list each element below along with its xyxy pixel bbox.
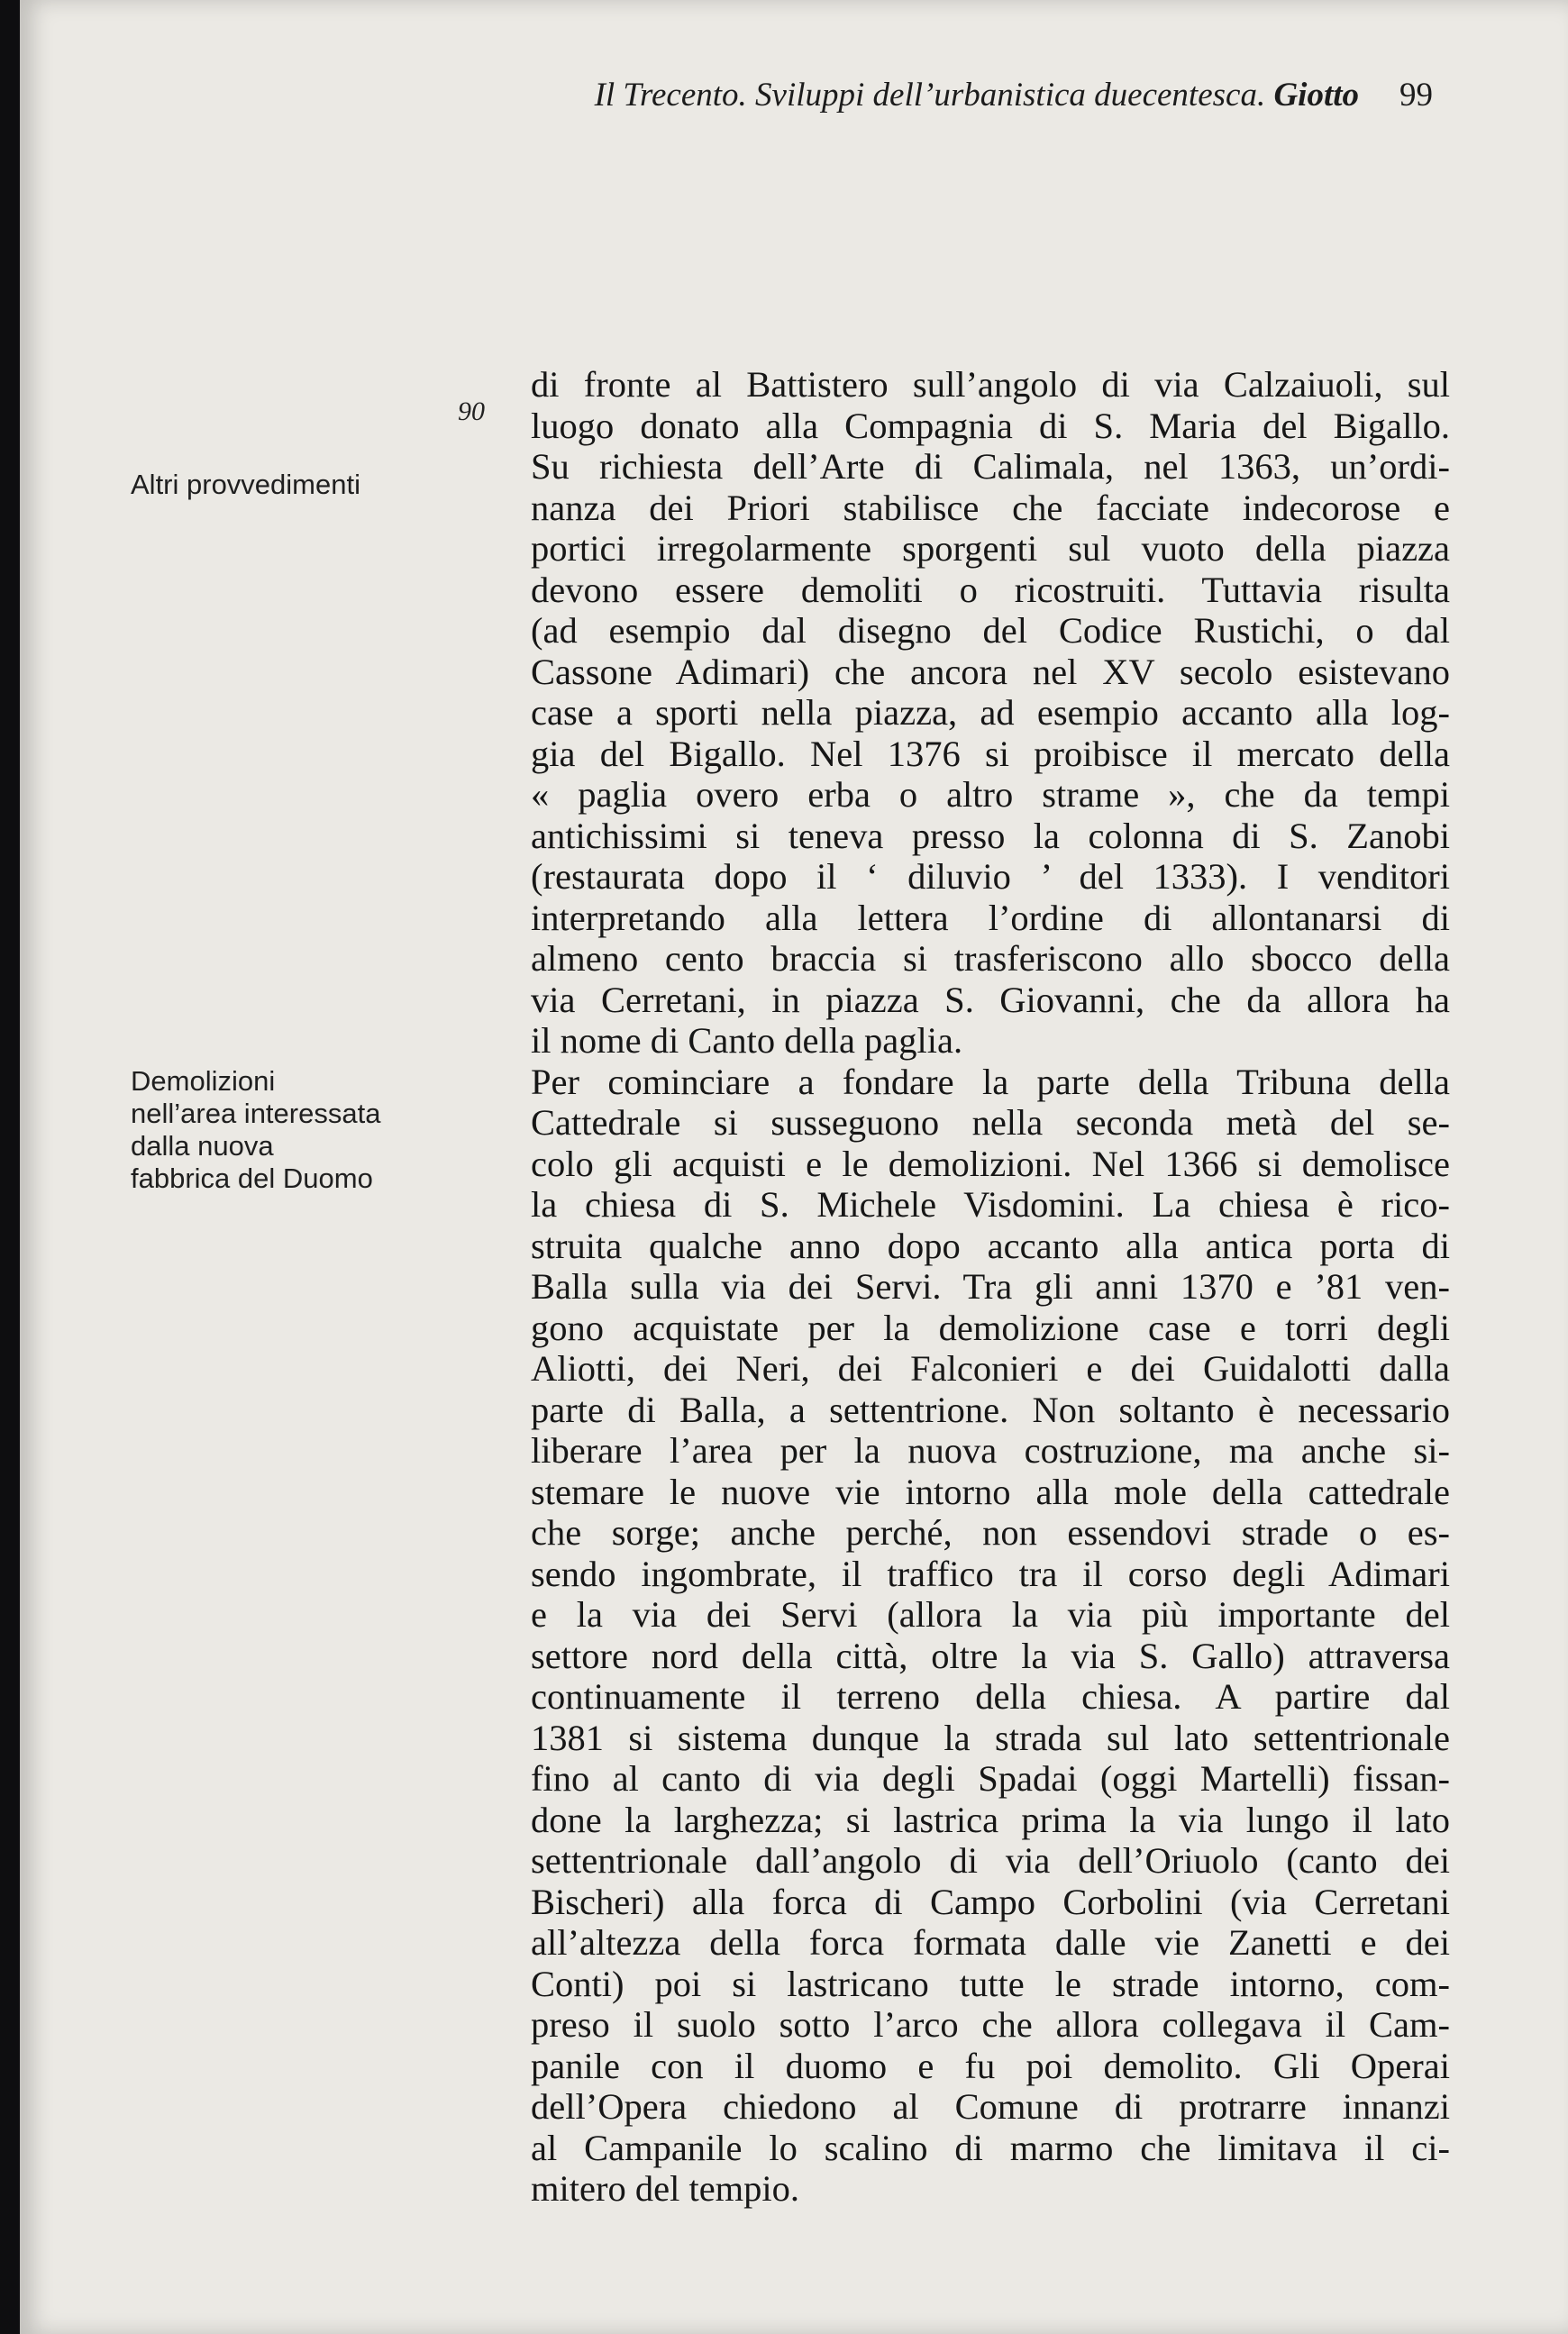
body-line: stemare le nuove vie intorno alla mole della cattedrale: [531, 1471, 1450, 1512]
body-line: nanza dei Priori stabilisce che facciate indecorose e: [531, 487, 1450, 528]
sidenote-line: nell’area interessata: [131, 1098, 381, 1129]
body-line: parte di Balla, a settentrione. Non soltanto è necessario: [531, 1389, 1450, 1430]
sidenote-line: dalla nuova: [131, 1130, 274, 1162]
body-line: settore nord della città, oltre la via S. Gallo) attraversa: [531, 1635, 1450, 1676]
book-page: [20, 0, 1568, 2334]
body-line: almeno cento braccia si trasferiscono allo sbocco della: [531, 938, 1450, 979]
sidenote-line: fabbrica del Duomo: [131, 1162, 373, 1194]
body-line: 1381 si sistema dunque la strada sul lato settentrionale: [531, 1717, 1450, 1758]
body-line: antichissimi si teneva presso la colonna di S. Zanobi: [531, 815, 1450, 856]
body-text: [531, 364, 1450, 2210]
body-line: fino al canto di via degli Spadai (oggi Martelli) fissan-: [531, 1758, 1450, 1799]
body-line: Per cominciare a fondare la parte della Tribuna della: [531, 1061, 1450, 1102]
page-number: 99: [1399, 77, 1433, 114]
body-line: dell’Opera chiedono al Comune di protrarre innanzi: [531, 2086, 1450, 2127]
body-line: continuamente il terreno della chiesa. A partire dal: [531, 1676, 1450, 1717]
body-line: Su richiesta dell’Arte di Calimala, nel 1363, un’ordi-: [531, 446, 1450, 487]
body-line: Cassone Adimari) che ancora nel XV secolo esistevano: [531, 651, 1450, 692]
body-line: case a sporti nella piazza, ad esempio accanto alla log-: [531, 692, 1450, 733]
body-line: (ad esempio dal disegno del Codice Rustichi, o dal: [531, 610, 1450, 651]
body-line: Aliotti, dei Neri, dei Falconieri e dei Guidalotti dalla: [531, 1348, 1450, 1389]
body-line: al Campanile lo scalino di marmo che limitava il ci-: [531, 2127, 1450, 2168]
body-line: via Cerretani, in piazza S. Giovanni, che da allora ha: [531, 979, 1450, 1020]
page-header: [20, 76, 1568, 130]
body-line: Conti) poi si lastricano tutte le strade intorno, com-: [531, 1963, 1450, 2004]
body-line: Cattedrale si susseguono nella seconda metà del se-: [531, 1102, 1450, 1143]
body-line: panile con il duomo e fu poi demolito. Gli Operai: [531, 2045, 1450, 2086]
body-line: colo gli acquisti e le demolizioni. Nel 1366 si demolisce: [531, 1143, 1450, 1184]
body-line: che sorge; anche perché, non essendovi strade o es-: [531, 1512, 1450, 1553]
body-line: e la via dei Servi (allora la via più importante del: [531, 1594, 1450, 1635]
sidenote-line: Demolizioni: [131, 1065, 276, 1097]
sidenote-demolizioni: [131, 1065, 473, 1195]
body-line: interpretando alla lettera l’ordine di allontanarsi di: [531, 897, 1450, 938]
body-line: gono acquistate per la demolizione case e torri degli: [531, 1307, 1450, 1348]
body-line: Bischeri) alla forca di Campo Corbolini (via Cerretani: [531, 1881, 1450, 1922]
body-line: struita qualche anno dopo accanto alla antica porta di: [531, 1225, 1450, 1266]
body-line: portici irregolarmente sporgenti sul vuoto della piazza: [531, 528, 1450, 569]
body-line: liberare l’area per la nuova costruzione, ma anche si-: [531, 1430, 1450, 1471]
body-line: done la larghezza; si lastrica prima la via lungo il lato: [531, 1799, 1450, 1840]
body-line: settentrionale dall’angolo di via dell’Oriuolo (canto dei: [531, 1840, 1450, 1881]
body-line: mitero del tempio.: [531, 2168, 800, 2209]
body-line: Balla sulla via dei Servi. Tra gli anni 1370 e ’81 ven-: [531, 1266, 1450, 1307]
body-line: sendo ingombrate, il traffico tra il corso degli Adimari: [531, 1553, 1450, 1594]
body-line: devono essere demoliti o ricostruiti. Tuttavia risulta: [531, 569, 1450, 610]
body-line: preso il suolo sotto l’arco che allora collegava il Cam-: [531, 2004, 1450, 2045]
body-line: (restaurata dopo il ‘ diluvio ’ del 1333). I venditori: [531, 856, 1450, 897]
body-line: « paglia overo erba o altro strame », che da tempi: [531, 774, 1450, 815]
body-line: gia del Bigallo. Nel 1376 si proibisce il mercato della: [531, 733, 1450, 774]
body-line: all’altezza della forca formata dalle vie Zanetti e dei: [531, 1922, 1450, 1963]
body-line: il nome di Canto della paglia.: [531, 1020, 963, 1061]
sidenote-altri-provvedimenti: [131, 469, 473, 501]
sidenote-line: Altri provvedimenti: [131, 469, 360, 500]
line-number-marker: 90: [458, 397, 485, 426]
running-head: Il Trecento. Sviluppi dell’urbanistica duecentesca. Giotto: [594, 77, 1359, 114]
body-line: di fronte al Battistero sull’angolo di via Calzaiuoli, sul: [531, 364, 1450, 405]
body-line: la chiesa di S. Michele Visdomini. La chiesa è rico-: [531, 1184, 1450, 1225]
body-line: luogo donato alla Compagnia di S. Maria del Bigallo.: [531, 405, 1450, 446]
